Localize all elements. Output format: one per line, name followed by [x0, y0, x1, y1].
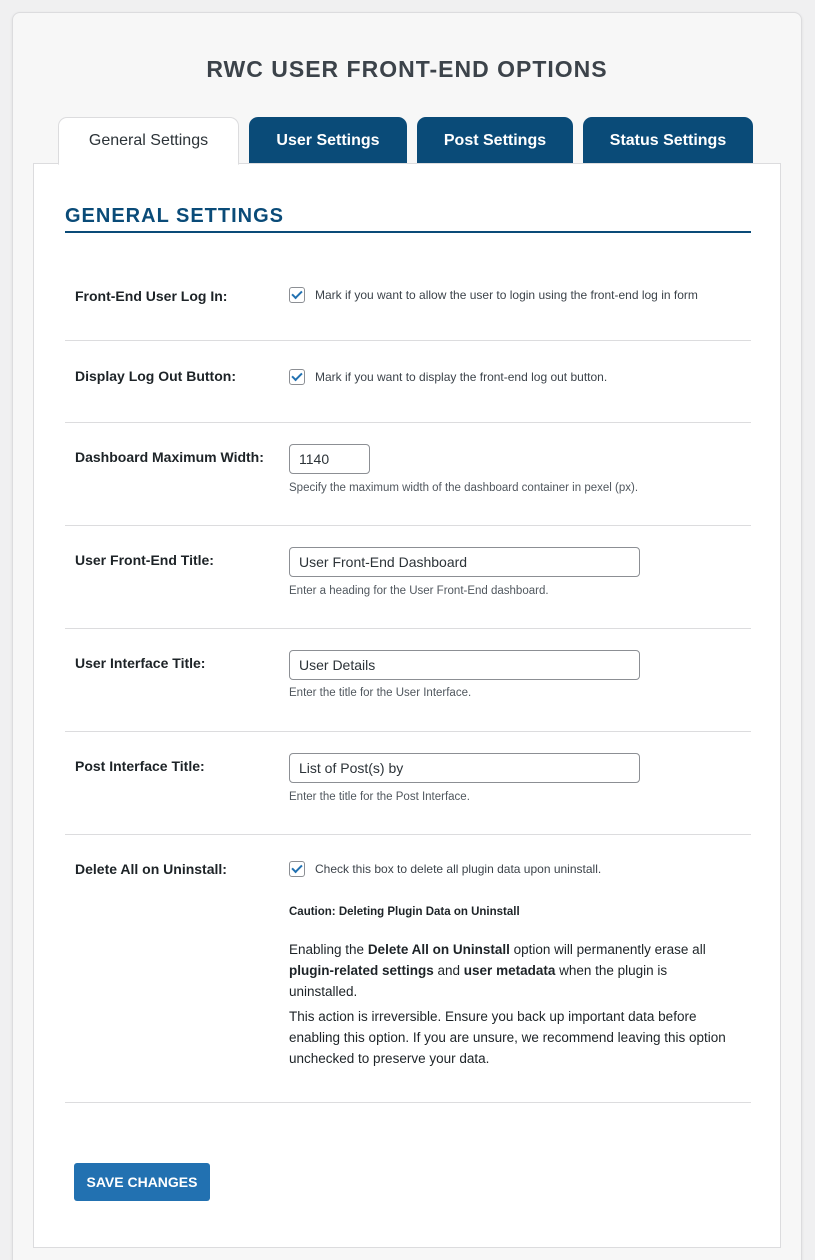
ui-title-help: Enter the title for the User Interface. [289, 687, 472, 699]
frontend-title-label: User Front-End Title: [75, 552, 214, 568]
frontend-login-option [289, 287, 698, 303]
row-dashboard-width [65, 423, 751, 526]
caution-paragraph-2: This action is irreversible. Ensure you back up important data before enabling this option. If you are unsure, we recommend leaving this option unchecked to preserve your data. [289, 1009, 726, 1066]
delete-uninstall-option [289, 861, 601, 877]
row-delete-uninstall [65, 835, 751, 1103]
ui-title-label: User Interface Title: [75, 655, 206, 671]
row-frontend-login [65, 259, 751, 341]
frontend-login-label: Front-End User Log In: [75, 288, 228, 304]
dashboard-width-label: Dashboard Maximum Width: [75, 449, 264, 465]
logout-button-checkbox[interactable] [289, 369, 305, 385]
section-title: GENERAL SETTINGS [65, 205, 751, 233]
tab-general-settings[interactable]: General Settings [58, 117, 239, 165]
row-frontend-title [65, 526, 751, 629]
post-title-input[interactable] [289, 753, 640, 783]
caution-paragraph-1: Enabling the Delete All on Uninstall option will permanently erase all plugin-related settings and user metadata when the plugin is uninstalled. [289, 942, 706, 999]
checkmark-icon [291, 370, 302, 381]
ui-title-input[interactable] [289, 650, 640, 680]
tab-status-settings[interactable]: Status Settings [583, 117, 753, 164]
frontend-login-description: Mark if you want to allow the user to login using the front-end log in form [315, 288, 698, 302]
page-title: RWC USER FRONT-END OPTIONS [206, 56, 608, 82]
frontend-title-input[interactable] [289, 547, 640, 577]
logout-button-option [289, 369, 607, 385]
dashboard-width-help: Specify the maximum width of the dashboard container in pexel (px). [289, 482, 639, 494]
row-ui-title [65, 629, 751, 732]
tab-post-settings[interactable]: Post Settings [417, 117, 573, 164]
tab-user-settings[interactable]: User Settings [249, 117, 407, 164]
checkmark-icon [291, 862, 302, 873]
delete-uninstall-label: Delete All on Uninstall: [75, 861, 227, 877]
frontend-login-checkbox[interactable] [289, 287, 305, 303]
caution-title: Caution: Deleting Plugin Data on Uninstall [289, 906, 520, 918]
checkmark-icon [291, 288, 302, 299]
delete-uninstall-description: Check this box to delete all plugin data upon uninstall. [315, 862, 602, 876]
post-title-label: Post Interface Title: [75, 758, 205, 774]
settings-panel [33, 163, 781, 1248]
dashboard-width-input[interactable] [289, 444, 370, 474]
row-logout-button [65, 341, 751, 423]
frontend-title-help: Enter a heading for the User Front-End dashboard. [289, 585, 549, 597]
row-post-title [65, 732, 751, 835]
delete-uninstall-checkbox[interactable] [289, 861, 305, 877]
post-title-help: Enter the title for the Post Interface. [289, 791, 470, 803]
logout-button-label: Display Log Out Button: [75, 368, 236, 384]
save-changes-button[interactable]: SAVE CHANGES [74, 1163, 210, 1201]
logout-button-description: Mark if you want to display the front-end log out button. [315, 370, 608, 384]
